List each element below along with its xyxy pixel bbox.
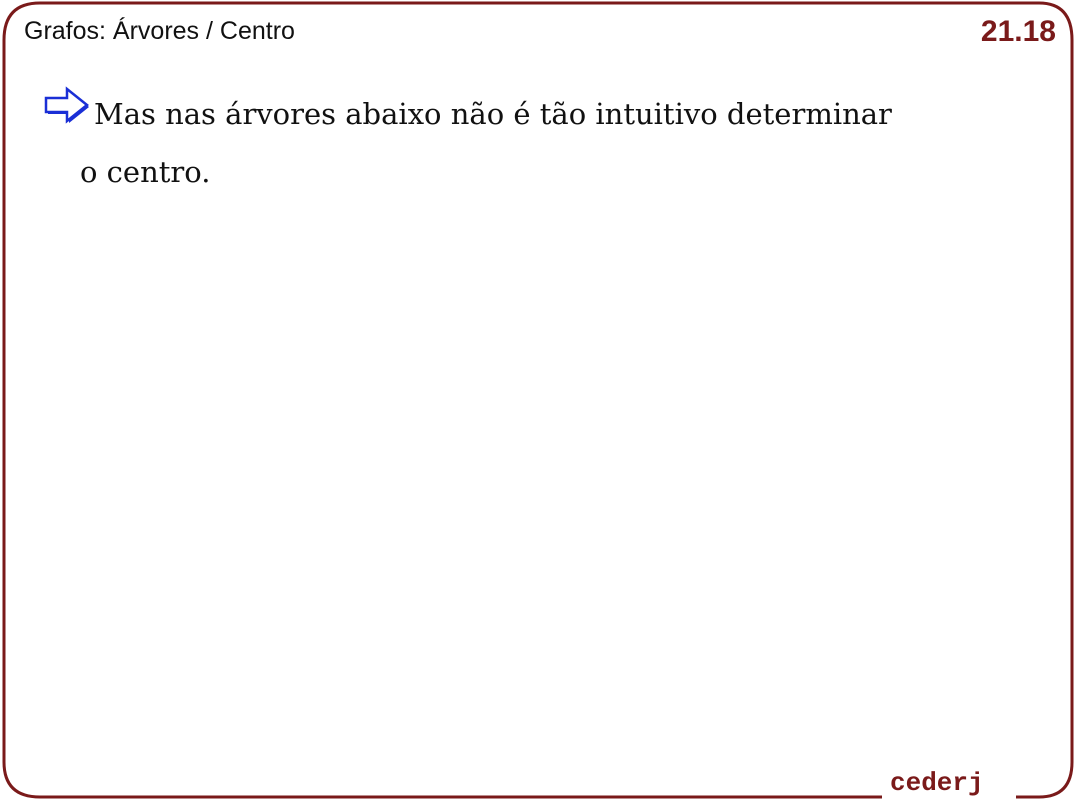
bullet-text-line-1: Mas nas árvores abaixo não é tão intuitivo determinar [94, 97, 892, 131]
slide-number: 21.18 [980, 15, 1056, 48]
arrow-right-icon [41, 86, 89, 124]
slide-title: Grafos: Árvores / Centro [24, 17, 295, 45]
bullet-text [80, 85, 954, 201]
cederj-logo: cederj [890, 768, 984, 798]
bullet-text-line-2: o centro. [80, 155, 211, 189]
